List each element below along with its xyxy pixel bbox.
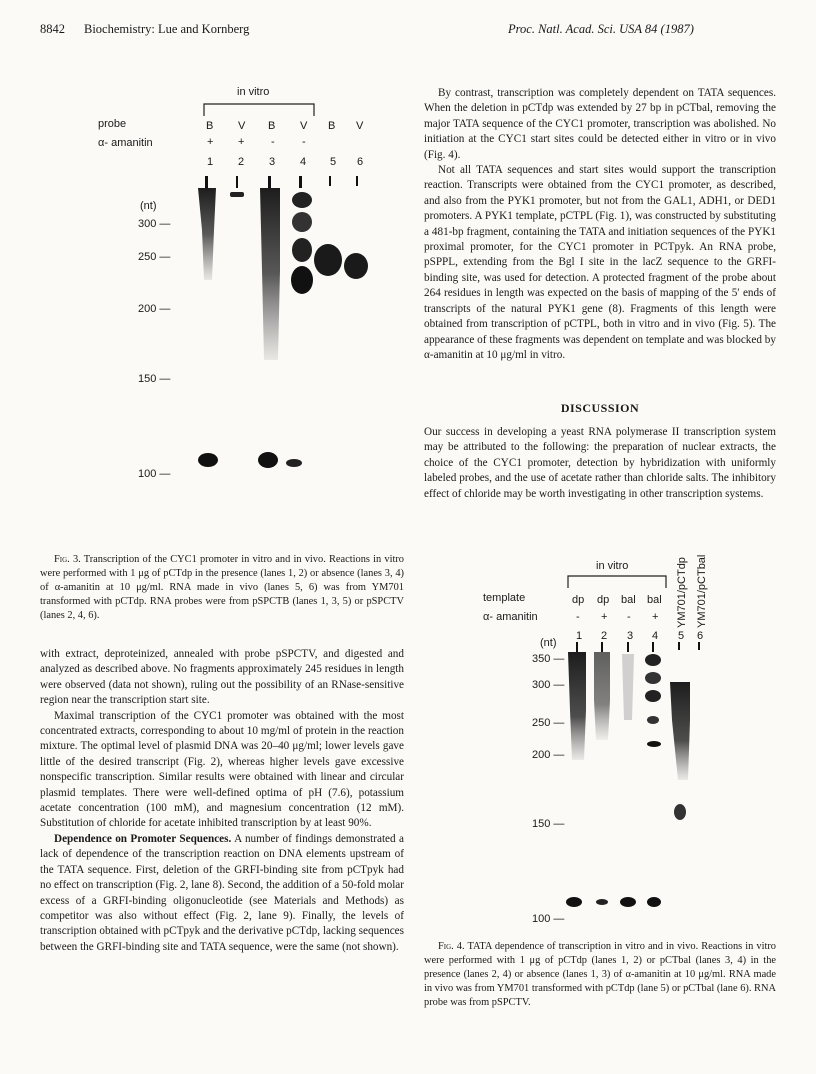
fig4-gel-image xyxy=(560,640,720,910)
fig4-lane-number-5: 5 xyxy=(678,630,685,642)
fig3-lane-number-6: 6 xyxy=(357,156,364,168)
fig4-template-lane4: bal xyxy=(647,594,662,606)
fig3-lane-number-4: 4 xyxy=(300,156,307,168)
fig4-amanitin-lane3: - xyxy=(627,611,631,623)
fig4-lane-number-1: 1 xyxy=(576,630,583,642)
fig3-gel-image xyxy=(190,170,390,490)
fig4-nt-label: (nt) xyxy=(540,637,557,649)
fig4-marker-300: 300 — xyxy=(532,679,565,691)
fig4-template-lane1: dp xyxy=(572,594,585,606)
fig4-marker-200: 200 — xyxy=(532,749,565,761)
right-paragraph-2: Not all TATA sequences and start sites would support the transcription reaction. Transcripts were obtained from the CYC1 promoter, as described, and also from the PYK1 promoter, but not from the GAL1, ADH1, or DED1 promoters. A PYK1 template, pCTPL (Fig. 1), was constructed by substituting a 481-bp fragment, containing the TATA and initiation sequences of the PYK1 proximal promoter, for the CYC1 promoter in PCTpyk. An RNA probe, pSPPL, extending from the Bgl I site in the lacZ sequence to the GRFI-binding site, was used for detection. A protected fragment of the probe about 264 residues in length was expected on the basis of mapping of the 5′ ends of transcripts of the natural PYK1 gene (8). Fragments of this length were obtained from transcription of pCTPL, both in vitro and in vivo (Fig. 5). The appearance of these fragments was dependent on template and was blocked by α-amanitin at 10 μg/ml in vitro. xyxy=(424,164,776,361)
page-number: 8842 xyxy=(40,22,65,36)
fig3-lane-number-5: 5 xyxy=(330,156,337,168)
fig4-caption-label: Fig. 4. xyxy=(438,941,465,952)
fig3-probe-lane5: B xyxy=(328,120,336,132)
fig4-bracket xyxy=(564,572,674,590)
discussion-heading: DISCUSSION xyxy=(560,401,640,415)
fig4-lane-number-4: 4 xyxy=(652,630,659,642)
discussion-text xyxy=(424,425,776,502)
fig3-probe-lane4: V xyxy=(300,120,308,132)
fig3-amanitin-lane4: - xyxy=(302,136,306,148)
fig4-caption xyxy=(424,940,776,1010)
fig4-marker-350: 350 — xyxy=(532,653,565,665)
fig3-amanitin-lane3: - xyxy=(271,136,275,148)
fig3-lane-number-1: 1 xyxy=(207,156,214,168)
fig3-marker-100: 100 — xyxy=(138,468,171,480)
fig3-probe-lane6: V xyxy=(356,120,364,132)
fig3-lane-number-2: 2 xyxy=(238,156,245,168)
fig3-caption-text: Transcription of the CYC1 promoter in vitro and in vivo. Reactions in vitro were performed with 1 μg of pCTdp in the presence (lanes 1, 2) or absence (lanes 3, 4) of α-amanitin at 10 μg/ml. RNA made in vivo (lanes 5, 6) was from YM701 transformed with pCTdp. RNA probes were from pSPCTB (lanes 1, 3, 5) or pSPCTV (lanes 2, 4, 6). xyxy=(40,554,404,621)
fig4-template-lane3: bal xyxy=(621,594,636,606)
fig3-nt-label: (nt) xyxy=(140,200,157,212)
fig3-marker-250: 250 — xyxy=(138,251,171,263)
fig3-amanitin-lane2: + xyxy=(238,136,245,148)
fig3-lane-number-3: 3 xyxy=(269,156,276,168)
fig4-amanitin-lane4: + xyxy=(652,611,659,623)
left-paragraph-2: Maximal transcription of the CYC1 promoter was obtained with the most concentrated extracts, corresponding to about 10 mg/ml of protein in the reaction mixture. The optimal level of plasmid DNA was 20–40 μg/ml; lower levels gave little of the desired transcript (Fig. 2), whereas higher levels gave excessive nonspecific transcription. Similar results were obtained with linear and circular plasmid templates. There were well-defined optima of pH (7.6), potassium acetate concentration (100 mM), and magnesium concentration (12 mM). Substitution of chloride for acetate inhibited transcription by at least 90%. xyxy=(40,709,404,830)
fig4-amanitin-label: α- amanitin xyxy=(483,611,538,623)
fig4-template-label: template xyxy=(483,592,526,604)
section-heading-promoter: Dependence on Promoter Sequences. xyxy=(54,832,232,845)
fig4-lane-number-3: 3 xyxy=(627,630,634,642)
running-head-right: Proc. Natl. Acad. Sci. USA 84 (1987) xyxy=(508,22,694,36)
fig4-vivo-label-lane6: YM701/pCTbal xyxy=(696,554,708,628)
fig3-marker-300: 300 — xyxy=(138,218,171,230)
fig3-marker-150: 150 — xyxy=(138,373,171,385)
fig3-caption xyxy=(40,553,404,623)
fig3-probe-lane1: B xyxy=(206,120,214,132)
discussion-paragraph: Our success in developing a yeast RNA polymerase II transcription system may be attributed to the following: the preparation of nuclear extracts, the choice of the CYC1 promoter, detection by hybridization with uniformly labeled probes, and the use of acetate rather than chloride salts. The inhibitory effect of chloride may be worth investigating in other transcription systems. xyxy=(424,426,776,500)
fig3-caption-label: Fig. 3. xyxy=(54,554,81,565)
fig4-lane-number-6: 6 xyxy=(697,630,704,642)
fig4-template-lane2: dp xyxy=(597,594,610,606)
fig3-in-vitro-label: in vitro xyxy=(237,86,270,98)
fig4-marker-150: 150 — xyxy=(532,818,565,830)
right-paragraph-1: By contrast, transcription was completely dependent on TATA sequences. When the deletion in pCTdp was extended by 27 bp in pCTbal, removing the major TATA sequence of the CYC1 promoter, transcription was abolished. No initiation at the CYC1 start sites could be detected either in vitro or in vivo (Fig. 4). xyxy=(424,87,776,161)
fig4-lane-number-2: 2 xyxy=(601,630,608,642)
fig3-probe-lane3: B xyxy=(268,120,276,132)
fig3-bracket xyxy=(200,100,320,120)
left-paragraph-1: with extract, deproteinized, annealed with probe pSPCTV, and digested and analyzed as described above. No fragments approximately 245 residues in length were observed (data not shown), ruling out the possibility of an RNase-sensitive region near the transcription start site. xyxy=(40,648,404,707)
fig3-amanitin-label: α- amanitin xyxy=(98,137,153,149)
right-column-text xyxy=(424,86,776,363)
fig3-probe-lane2: V xyxy=(238,120,246,132)
left-paragraph-3: A number of findings demonstrated a lack of dependence of the transcription reaction on DNA elements upstream of the TATA sequence. First, deletion of the GRFI-binding site from pCTpyk had no effect on transcription (Fig. 2, lane 8). Second, the addition of a 50-fold molar excess of a GRFI-binding oligonucleotide (see Materials and Methods) as competitor was also without effect (Fig. 2, lane 9). Finally, the levels of transcription obtained with pCTpyk and the derivative pCTdp, lacking sequences between the GRFI-binding site and TATA sequence, were the same (not shown). xyxy=(40,832,404,953)
fig4-amanitin-lane2: + xyxy=(601,611,608,623)
left-column-text xyxy=(40,647,404,955)
fig4-amanitin-lane1: - xyxy=(576,611,580,623)
fig3-marker-200: 200 — xyxy=(138,303,171,315)
fig3-probe-label: probe xyxy=(98,118,127,130)
fig4-marker-250: 250 — xyxy=(532,717,565,729)
fig4-marker-100: 100 — xyxy=(532,913,565,925)
fig4-caption-text: TATA dependence of transcription in vitro and in vivo. Reactions in vitro were performed with 1 μg of pCTdp (lanes 1, 2) or pCTbal (lanes 3, 4) in the presence (lanes 2, 4) or absence (lanes 1, 3) of α-amanitin at 10 μg/ml. RNA made in vivo was from YM701 transformed with pCTdp (lane 5) or pCTbal (lane 6). RNA probe was from pSPCTV. xyxy=(424,941,776,1008)
fig4-vivo-label-lane5: YM701/pCTdp xyxy=(676,557,688,628)
fig3-amanitin-lane1: + xyxy=(207,136,214,148)
running-head-left: Biochemistry: Lue and Kornberg xyxy=(84,22,250,36)
fig4-in-vitro-label: in vitro xyxy=(596,560,629,572)
